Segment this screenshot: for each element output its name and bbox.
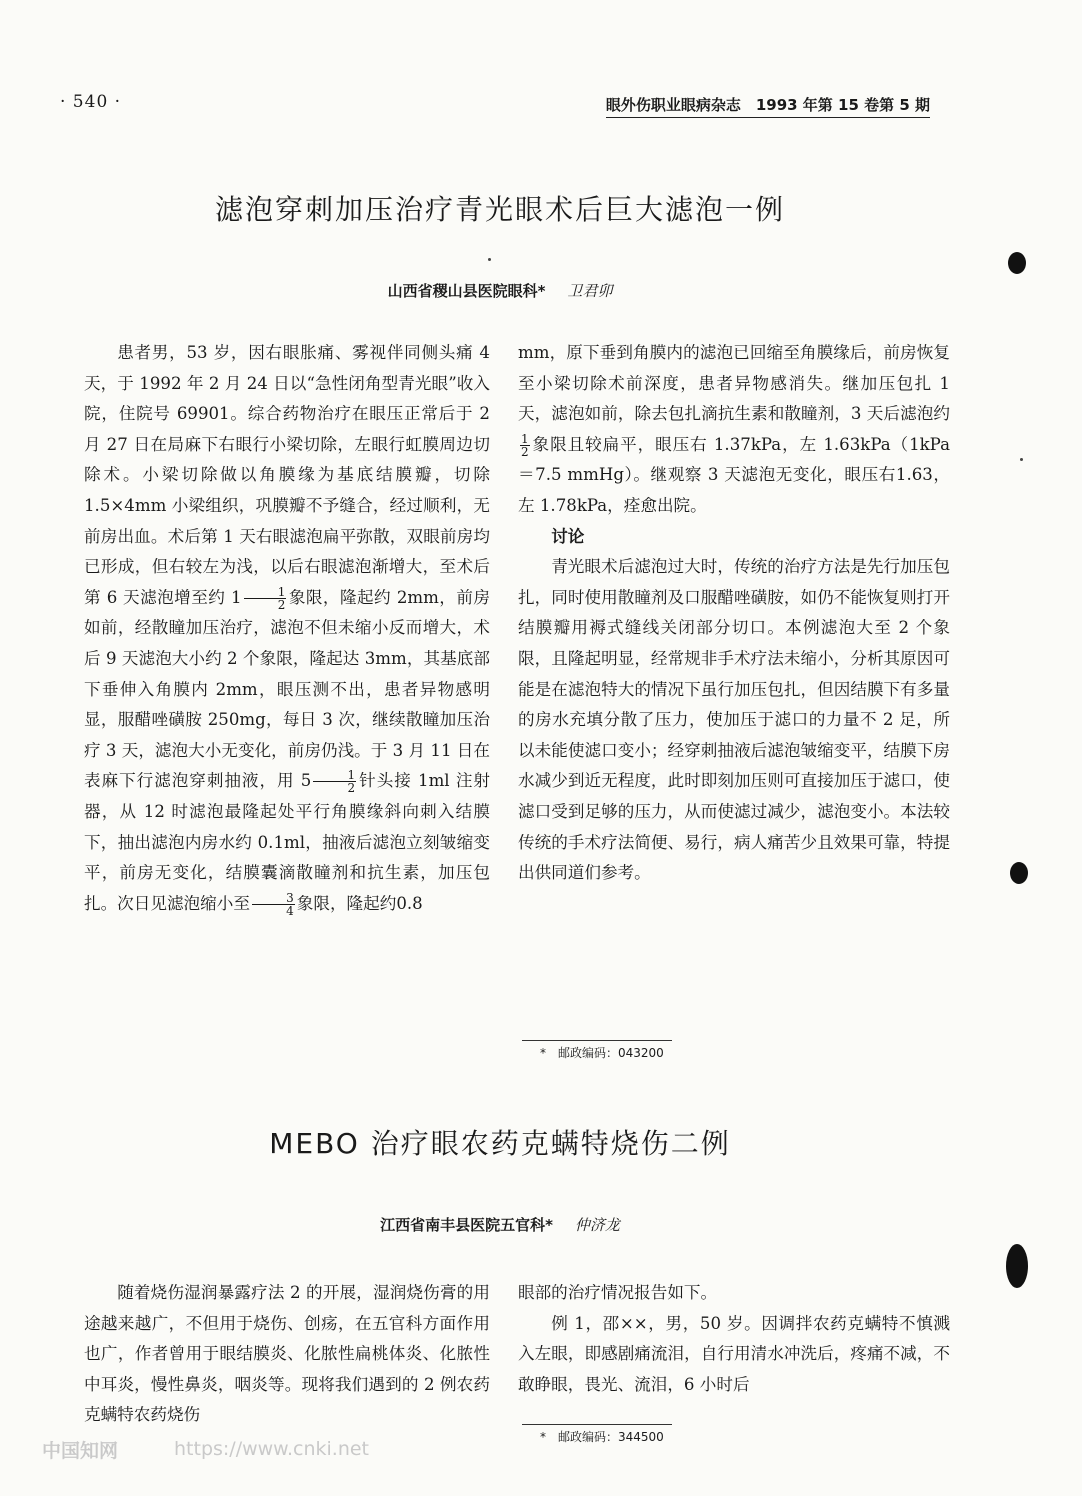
article-title: 滤泡穿刺加压治疗青光眼术后巨大滤泡一例: [214, 193, 785, 226]
cnki-url-watermark: https://www.cnki.net: [174, 1438, 370, 1460]
author-name: 卫君卯: [567, 282, 613, 300]
punch-hole-top: [1008, 252, 1026, 274]
body-paragraph: 患者男，53 岁，因右眼胀痛、雾视伴同侧头痛 4 天，于 1992 年 2 月 24 日以“急性闭角型青光眼”收入院，住院号 69901。综合药物治疗在眼压正常后于 2 月 27 日在局麻下右眼行小梁切除，左眼行虹膜周边切除术。小梁切除做以角膜缘为基底结膜瓣，切除 1.5×4mm 小梁组织，巩膜瓣不予缝合，经过顺利，无前房出血。术后第 1 天右眼滤泡扁平弥散，双眼前房均已形成，但右较左为浅，以后右眼滤泡渐增大，至术后第 6 天滤泡增至约 1 $\frac{1}{2}$ 象限，隆起约 2mm，前房如前，经散瞳加压治疗，滤泡不但未缩小反而增大，术后 9 天滤泡大小约 2 个象限，隆起达 3mm，其基底部下垂伸入角膜内 2mm，眼压测不出，患者异物感明显，服醋唑磺胺 250mg，每日 3 次，继续散瞳加压治疗 3 天，滤泡大小无变化，前房仍浅。于 3 月 11 日在表麻下行滤泡穿刺抽液，用 5 $\frac{1}{2}$ 针头接 1ml 注射器，从 12 时滤泡最隆起处平行角膜缘斜向刺入结膜下，抽出滤泡内房水约 0.1ml，抽液后滤泡立刻皱缩变平，前房无变化，结膜囊滴散瞳剂和抗生素，加压包扎。次日见滤泡缩小至 $\frac{3}{4}$ 象限，隆起约0.8: [84, 343, 490, 918]
body-paragraph: 随着烧伤湿润暴露疗法 2 的开展，湿润烧伤膏的用途越来越广，不但用于烧伤、创疡，在五官科方面作用也广，作者曾用于眼结膜炎、化脓性扁桃体炎、化脓性中耳炎，慢性鼻炎，咽炎等。现将我们遇到的 2 例农药克螨特农药烧伤: [84, 1283, 490, 1425]
body-paragraph: 青光眼术后滤泡过大时，传统的治疗方法是先行加压包扎，同时使用散瞳剂及口服醋唑磺胺，如仍不能恢复则打开结膜瓣用褥式缝线关闭部分切口。本例滤泡大至 2 个象限，且隆起明显，经常规非手术疗法未缩小，分析其原因可能是在滤泡特大的情况下虽行加压包扎，但因结膜下有多量的房水充填分散了压力，使加压于滤口的力量不 2 足，所以未能使滤口变小；经穿刺抽液后滤泡皱缩变平，结膜下房水减少到近无程度，此时即刻加压则可直接加压于滤口，使滤口受到足够的压力，从而使滤过减少，滤泡变小。本法较传统的手术疗法简便、易行，病人痛苦少且效果可靠，特提出供同道们参考。: [518, 557, 950, 883]
footnote-rule: [522, 1424, 672, 1425]
article-right-column: [518, 1278, 950, 1400]
journal-header: 眼外伤职业眼病杂志 1993 年第 15 卷第 5 期: [606, 94, 930, 118]
body-paragraph: 例 1，邵××，男，50 岁。因调拌农药克螨特不慎溅入左眼，即感剧痛流泪，自行用清水冲洗后，疼痛不减，不敢睁眼，畏光、流泪，6 小时后: [518, 1313, 950, 1394]
author-affiliation: 山西省稷山县医院眼科*: [387, 282, 546, 300]
section-heading: 讨论: [551, 526, 585, 546]
page-number: · 540 ·: [60, 92, 122, 112]
author-name: 仲济龙: [574, 1216, 620, 1234]
scan-speck: [1020, 458, 1023, 461]
article-left-column: [84, 1278, 490, 1431]
fraction: $\frac{1}{2}$: [313, 769, 356, 794]
article-byline: [0, 280, 1000, 301]
author-affiliation: 江西省南丰县医院五官科*: [380, 1216, 553, 1234]
article-right-column: [518, 338, 950, 889]
footnote-rule: [522, 1040, 672, 1041]
cnki-logo-watermark: 中国知网: [42, 1440, 119, 1462]
fraction: $\frac{1}{2}$: [521, 431, 529, 459]
article-left-column: [84, 338, 490, 919]
article-byline: [0, 1214, 1000, 1235]
punch-hole-bottom: [1006, 1244, 1028, 1288]
punch-hole-middle: [1010, 862, 1028, 884]
article-title: MEBO 治疗眼农药克螨特烧伤二例: [269, 1127, 731, 1160]
footnote: * 邮政编码：344500: [540, 1430, 664, 1444]
fraction: $\frac{3}{4}$: [252, 892, 295, 917]
body-paragraph: 眼部的治疗情况报告如下。: [518, 1283, 718, 1302]
fraction: $\frac{1}{2}$: [244, 586, 287, 611]
scan-speck: [488, 258, 491, 261]
body-paragraph: mm，原下垂到角膜内的滤泡已回缩至角膜缘后，前房恢复至小梁切除术前深度，患者异物感消失。继加压包扎 1 天，滤泡如前，除去包扎滴抗生素和散瞳剂，3 天后滤泡约 $\frac{1}{2}$ 象限且较扁平，眼压右 1.37kPa，左 1.63kPa（1kPa＝7.5 mmHg）。继观察 3 天滤泡无变化，眼压右1.63，左 1.78kPa，痊愈出院。: [518, 343, 950, 515]
footnote: * 邮政编码：043200: [540, 1046, 664, 1060]
